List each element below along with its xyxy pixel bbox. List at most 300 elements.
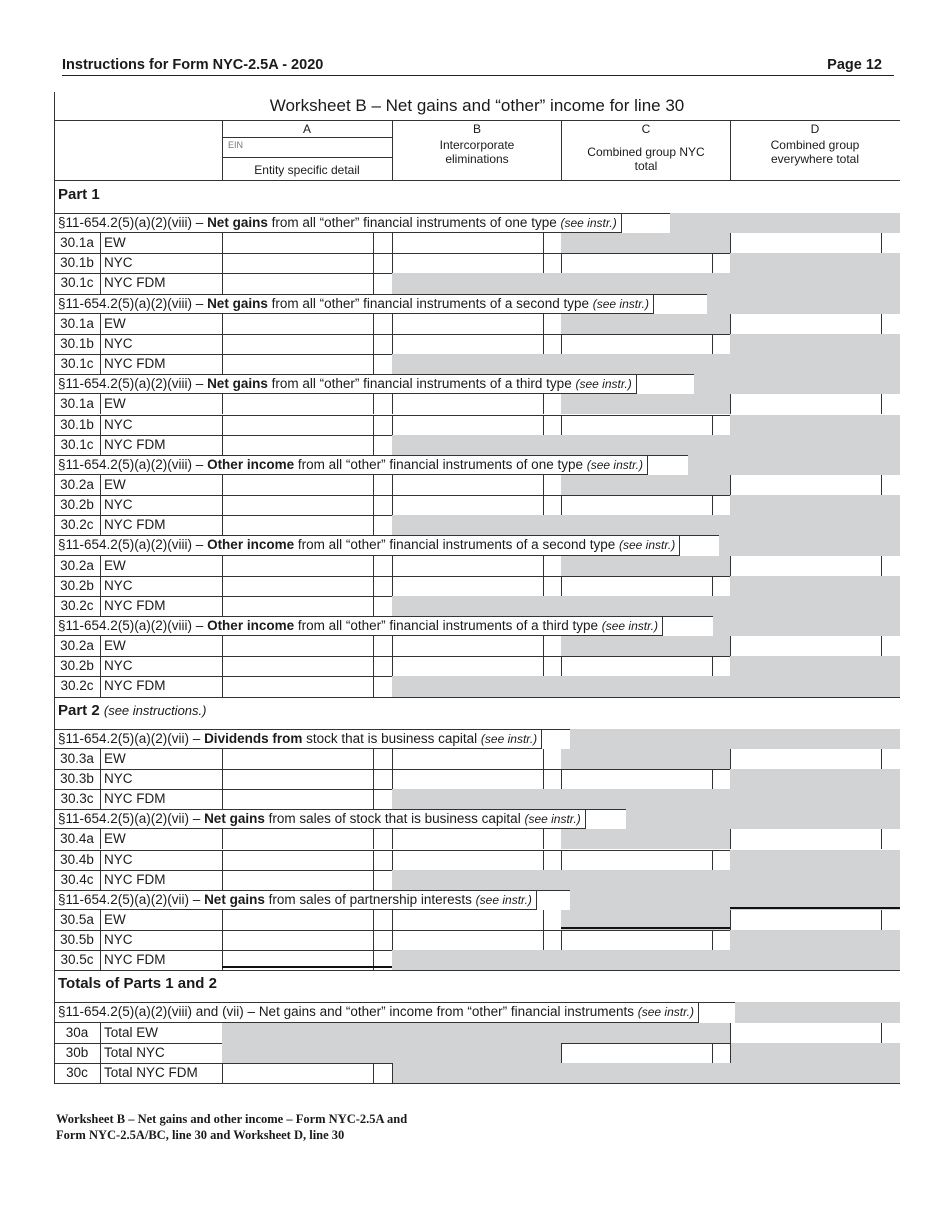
section-code: §11-654.2(5)(a)(2)(viii) – — [58, 295, 208, 311]
column-a-input[interactable] — [222, 233, 392, 253]
rule — [373, 1063, 374, 1083]
rule — [712, 334, 713, 354]
column-c-input[interactable] — [561, 930, 730, 950]
line-label: NYC FDM — [104, 517, 166, 533]
rule — [373, 769, 374, 789]
rule — [100, 850, 101, 870]
column-a-input[interactable] — [222, 910, 392, 930]
page-header — [62, 57, 894, 76]
rule — [392, 120, 393, 181]
rule — [373, 656, 374, 676]
column-a-input[interactable] — [222, 394, 392, 414]
column-a-input[interactable] — [222, 354, 392, 374]
shaded-area — [392, 870, 900, 890]
shaded-area — [392, 515, 900, 535]
rule — [712, 656, 713, 676]
rule — [373, 850, 374, 870]
column-b-input[interactable] — [392, 829, 561, 849]
rule — [373, 435, 374, 455]
shaded-area — [730, 334, 900, 354]
ein-label: EIN — [228, 140, 244, 150]
line-number: 30a — [65, 1024, 89, 1040]
column-b-input[interactable] — [392, 233, 561, 253]
rule — [100, 415, 101, 435]
rule — [100, 789, 101, 809]
line-number: 30.1c — [60, 436, 94, 452]
rule — [712, 253, 713, 273]
line-label: EW — [104, 396, 126, 412]
rule — [712, 930, 713, 950]
rule — [100, 1043, 101, 1063]
section-keyword: Net gains — [204, 811, 265, 827]
column-a-input[interactable] — [222, 415, 392, 435]
rule — [543, 495, 544, 515]
section-note: (see instr.) — [586, 457, 643, 472]
section-heading — [54, 535, 680, 555]
column-b-input[interactable] — [392, 850, 561, 870]
rule — [100, 495, 101, 515]
section-text: from sales of stock that is business capital — [264, 811, 525, 827]
rule — [222, 120, 223, 181]
line-label: EW — [104, 315, 126, 331]
section-heading — [54, 294, 654, 314]
column-a-input[interactable] — [222, 1063, 392, 1083]
column-b-input[interactable] — [392, 314, 561, 334]
rule — [100, 910, 101, 930]
totals-heading — [58, 974, 217, 994]
worksheet-b — [54, 92, 900, 1078]
section-note: (see instr.) — [575, 377, 632, 392]
worksheet-footnote — [56, 1111, 407, 1143]
section-heading — [54, 729, 542, 749]
column-c-input[interactable] — [561, 253, 730, 273]
line-number: 30.3c — [60, 791, 94, 807]
rule — [100, 233, 101, 253]
rule — [373, 273, 374, 293]
column-c-input[interactable] — [561, 1043, 730, 1063]
shaded-area — [561, 475, 730, 495]
rule — [543, 253, 544, 273]
rule — [373, 334, 374, 354]
line-number: 30c — [66, 1064, 88, 1080]
rule — [730, 636, 731, 656]
rule — [100, 930, 101, 950]
footnote-line-1: Worksheet B – Net gains and other income – Form NYC-2.5A and — [56, 1112, 408, 1126]
column-a-input[interactable] — [222, 749, 392, 769]
shaded-area — [730, 850, 900, 870]
rule — [712, 1043, 713, 1063]
column-c-input[interactable] — [561, 334, 730, 354]
shaded-area — [670, 213, 900, 233]
column-d-input[interactable] — [730, 475, 900, 495]
rule — [54, 92, 55, 1083]
column-d-input[interactable] — [730, 233, 900, 253]
column-b-input[interactable] — [392, 636, 561, 656]
line-number: 30.3a — [60, 750, 94, 766]
line-number: 30.2c — [60, 597, 94, 613]
line-number: 30.1b — [60, 416, 94, 432]
line-label: NYC — [104, 658, 133, 674]
section-note: (see instr.) — [592, 296, 649, 311]
rule — [373, 515, 374, 535]
shaded-area — [626, 809, 900, 829]
rule — [373, 829, 374, 849]
shaded-area — [730, 930, 900, 950]
section-code: §11-654.2(5)(a)(2)(viii) and (vii) – Net gains and “other” income from “other” financial instruments — [58, 1004, 638, 1020]
section-heading — [54, 213, 622, 233]
rule — [100, 556, 101, 576]
section-text: from all “other” financial instruments of a second type — [294, 537, 619, 553]
column-a-input[interactable] — [222, 676, 392, 696]
line-label: Total EW — [104, 1024, 159, 1040]
section-note: (see instr.) — [480, 731, 538, 746]
rule — [373, 749, 374, 769]
column-a-input[interactable] — [222, 515, 392, 535]
rule — [730, 910, 731, 930]
rule — [54, 697, 900, 698]
rule — [373, 253, 374, 273]
column-b-input[interactable] — [392, 334, 561, 354]
rule — [373, 789, 374, 809]
rule — [730, 556, 731, 576]
shaded-area — [392, 596, 900, 616]
rule — [100, 676, 101, 696]
line-label: NYC FDM — [104, 356, 166, 372]
column-c-subtitle: Combined group NYC total — [587, 145, 705, 173]
column-b-input[interactable] — [392, 749, 561, 769]
line-label: NYC — [104, 335, 133, 351]
rule — [373, 495, 374, 515]
line-number: 30.4b — [60, 851, 94, 867]
line-number: 30.2c — [60, 517, 94, 533]
shaded-area — [222, 1023, 730, 1043]
section-code: §11-654.2(5)(a)(2)(viii) – — [58, 618, 208, 633]
shaded-area — [392, 676, 900, 696]
rule — [881, 314, 882, 334]
column-c-input[interactable] — [561, 495, 730, 515]
section-text: from all “other” financial instruments of a third type — [267, 376, 576, 392]
section-heading — [54, 890, 537, 910]
shaded-area — [392, 354, 900, 374]
line-label: Total NYC FDM — [104, 1064, 198, 1080]
rule — [100, 636, 101, 656]
line-number: 30.2c — [60, 678, 94, 694]
rule — [100, 950, 101, 970]
rule — [392, 1063, 393, 1083]
rule — [881, 233, 882, 253]
line-number: 30.3b — [60, 770, 94, 786]
part-2-heading-note: (see instructions.) — [103, 702, 207, 718]
shaded-area — [561, 314, 730, 334]
column-a-input[interactable] — [222, 314, 392, 334]
column-d-input[interactable] — [730, 910, 900, 930]
column-a-input[interactable] — [222, 636, 392, 656]
section-text: from all “other” financial instruments of a second type — [267, 295, 593, 311]
line-label: EW — [104, 476, 126, 492]
section-text: from all “other” financial instruments of one type — [294, 456, 587, 472]
rule — [100, 435, 101, 455]
rule — [561, 1043, 562, 1063]
section-text: from all “other” financial instruments of one type — [267, 215, 561, 230]
line-number: 30.1a — [60, 396, 94, 412]
column-a-input[interactable] — [222, 829, 392, 849]
column-b-letter: B — [472, 122, 481, 136]
section-keyword: Net gains — [204, 891, 265, 907]
line-number: 30.1c — [60, 356, 94, 372]
shaded-area — [735, 1002, 900, 1022]
shaded-area — [694, 374, 900, 394]
column-c-input[interactable] — [561, 850, 730, 870]
rule — [712, 769, 713, 789]
totals-heading-label: Totals of Parts 1 and 2 — [58, 975, 217, 993]
column-b-input[interactable] — [392, 556, 561, 576]
rule — [100, 1023, 101, 1043]
column-b-input[interactable] — [392, 475, 561, 495]
line-label: NYC FDM — [104, 871, 166, 887]
rule — [730, 475, 731, 495]
section-code: §11-654.2(5)(a)(2)(vii) – — [58, 811, 205, 827]
rule — [373, 636, 374, 656]
part-1-heading-label: Part 1 — [58, 186, 100, 203]
section-code: §11-654.2(5)(a)(2)(viii) – — [58, 376, 208, 392]
column-a-input[interactable] — [222, 334, 392, 354]
rule — [54, 180, 900, 181]
column-d-letter: D — [810, 122, 820, 136]
section-note: (see instr.) — [524, 812, 581, 827]
page-number: Page 12 — [827, 57, 882, 73]
column-d-input[interactable] — [730, 636, 900, 656]
shaded-area — [730, 1043, 900, 1063]
rule — [100, 273, 101, 293]
rule — [100, 769, 101, 789]
column-b-input[interactable] — [392, 253, 561, 273]
rule — [100, 314, 101, 334]
column-b-input[interactable] — [392, 930, 561, 950]
column-d-input[interactable] — [730, 1023, 900, 1043]
rule — [100, 576, 101, 596]
section-keyword: Other income — [207, 537, 295, 553]
line-label: NYC FDM — [104, 597, 166, 613]
column-a-input[interactable] — [222, 475, 392, 495]
section-keyword: Net gains — [207, 295, 268, 311]
column-c-input[interactable] — [561, 576, 730, 596]
rule — [730, 394, 731, 414]
column-c-input[interactable] — [561, 656, 730, 676]
shaded-area — [730, 656, 900, 676]
section-keyword: Net gains — [207, 376, 268, 392]
rule — [373, 394, 374, 414]
rule — [373, 354, 374, 374]
rule — [712, 850, 713, 870]
column-a-letter: A — [302, 122, 311, 136]
rule — [881, 394, 882, 414]
line-number: 30.1b — [60, 335, 94, 351]
shaded-area — [392, 435, 900, 455]
rule — [543, 850, 544, 870]
shaded-area — [707, 294, 900, 314]
rule — [373, 415, 374, 435]
column-d-subtitle: Combined group everywhere total — [770, 138, 860, 166]
rule — [100, 1063, 101, 1083]
line-label: NYC FDM — [104, 275, 166, 291]
rule — [543, 749, 544, 769]
column-a-input[interactable] — [222, 789, 392, 809]
line-number: 30.4c — [60, 871, 94, 887]
rule — [881, 636, 882, 656]
rule — [730, 120, 731, 181]
shaded-area — [730, 576, 900, 596]
rule — [373, 596, 374, 616]
line-number: 30.5c — [60, 952, 94, 968]
line-label: NYC — [104, 851, 133, 867]
rule — [100, 253, 101, 273]
total-rule — [561, 927, 730, 929]
column-a-input[interactable] — [222, 656, 392, 676]
rule — [881, 1023, 882, 1043]
column-a-input[interactable] — [222, 576, 392, 596]
column-a-input[interactable] — [222, 850, 392, 870]
section-code: §11-654.2(5)(a)(2)(vii) – — [58, 730, 205, 746]
rule — [730, 314, 731, 334]
shaded-area — [730, 415, 900, 435]
rule — [730, 749, 731, 769]
line-label: NYC — [104, 770, 133, 786]
section-note: (see instr.) — [619, 538, 676, 553]
column-b-input[interactable] — [392, 394, 561, 414]
column-a-input[interactable] — [222, 930, 392, 950]
rule — [373, 475, 374, 495]
shaded-area — [392, 950, 900, 970]
column-c-input[interactable] — [561, 769, 730, 789]
rule — [543, 769, 544, 789]
rule — [100, 749, 101, 769]
column-d-input[interactable] — [730, 556, 900, 576]
column-d-input[interactable] — [730, 314, 900, 334]
column-a-input[interactable] — [222, 596, 392, 616]
shaded-area — [392, 789, 900, 809]
rule — [543, 576, 544, 596]
column-a-input[interactable] — [222, 253, 392, 273]
rule — [373, 930, 374, 950]
column-a-input[interactable] — [222, 495, 392, 515]
line-number: 30.2b — [60, 658, 94, 674]
column-b-input[interactable] — [392, 495, 561, 515]
rule — [100, 475, 101, 495]
shaded-area — [688, 455, 900, 475]
rule — [881, 475, 882, 495]
total-rule — [222, 966, 392, 968]
line-label: EW — [104, 557, 126, 573]
part-2-heading — [58, 701, 206, 721]
rule — [543, 829, 544, 849]
shaded-area — [570, 729, 900, 749]
shaded-area — [730, 253, 900, 273]
section-code: §11-654.2(5)(a)(2)(viii) – — [58, 456, 208, 472]
section-keyword: Net gains — [207, 215, 268, 230]
rule — [543, 394, 544, 414]
rule — [100, 656, 101, 676]
section-heading — [54, 809, 586, 829]
section-text: from sales of partnership interests — [264, 891, 476, 907]
rule — [100, 596, 101, 616]
rule — [712, 495, 713, 515]
shaded-area — [561, 636, 730, 656]
column-a-input[interactable] — [222, 273, 392, 293]
line-label: NYC — [104, 497, 133, 513]
rule — [373, 314, 374, 334]
line-label: NYC — [104, 932, 133, 948]
rule — [543, 233, 544, 253]
section-keyword: Dividends from — [204, 730, 303, 746]
section-keyword: Other income — [207, 618, 295, 633]
column-b-input[interactable] — [392, 656, 561, 676]
section-code: §11-654.2(5)(a)(2)(viii) – — [58, 537, 208, 553]
section-note: (see instr.) — [601, 619, 658, 633]
column-d-input[interactable] — [730, 829, 900, 849]
column-a-input[interactable] — [222, 435, 392, 455]
rule — [100, 870, 101, 890]
rule — [730, 233, 731, 253]
section-heading — [54, 1002, 699, 1022]
shaded-area — [392, 1063, 900, 1083]
footnote-line-2: Form NYC-2.5A/BC, line 30 and Worksheet D, line 30 — [56, 1128, 345, 1142]
line-label: NYC FDM — [104, 952, 166, 968]
rule — [373, 233, 374, 253]
column-a-input[interactable] — [222, 870, 392, 890]
rule — [222, 137, 392, 138]
rule — [100, 394, 101, 414]
worksheet-title: Worksheet B – Net gains and “other” income for line 30 — [269, 96, 685, 115]
column-a-input[interactable] — [222, 556, 392, 576]
rule — [543, 556, 544, 576]
rule — [543, 910, 544, 930]
shaded-area — [561, 394, 730, 414]
rule — [543, 636, 544, 656]
shaded-area — [713, 616, 900, 636]
line-label: NYC — [104, 416, 133, 432]
rule — [54, 1083, 900, 1084]
column-b-input[interactable] — [392, 910, 561, 930]
line-label: EW — [104, 831, 126, 847]
shaded-area — [730, 769, 900, 789]
form-title: Instructions for Form NYC-2.5A - 2020 — [62, 57, 324, 73]
line-label: EW — [104, 750, 126, 766]
total-rule — [730, 907, 900, 909]
column-b-input[interactable] — [392, 415, 561, 435]
line-number: 30.2b — [60, 497, 94, 513]
part-1-heading — [58, 185, 100, 205]
column-b-input[interactable] — [392, 576, 561, 596]
rule — [881, 749, 882, 769]
shaded-area — [561, 556, 730, 576]
column-c-input[interactable] — [561, 415, 730, 435]
column-d-input[interactable] — [730, 749, 900, 769]
rule — [712, 415, 713, 435]
line-label: NYC — [104, 577, 133, 593]
section-heading — [54, 455, 648, 475]
rule — [54, 120, 900, 121]
rule — [54, 970, 900, 971]
rule — [373, 910, 374, 930]
shaded-area — [561, 233, 730, 253]
line-number: 30b — [65, 1044, 89, 1060]
rule — [543, 415, 544, 435]
section-code: §11-654.2(5)(a)(2)(viii) – — [58, 215, 208, 230]
column-d-input[interactable] — [730, 394, 900, 414]
column-a-input[interactable] — [222, 769, 392, 789]
column-b-input[interactable] — [392, 769, 561, 789]
line-number: 30.1a — [60, 235, 94, 251]
